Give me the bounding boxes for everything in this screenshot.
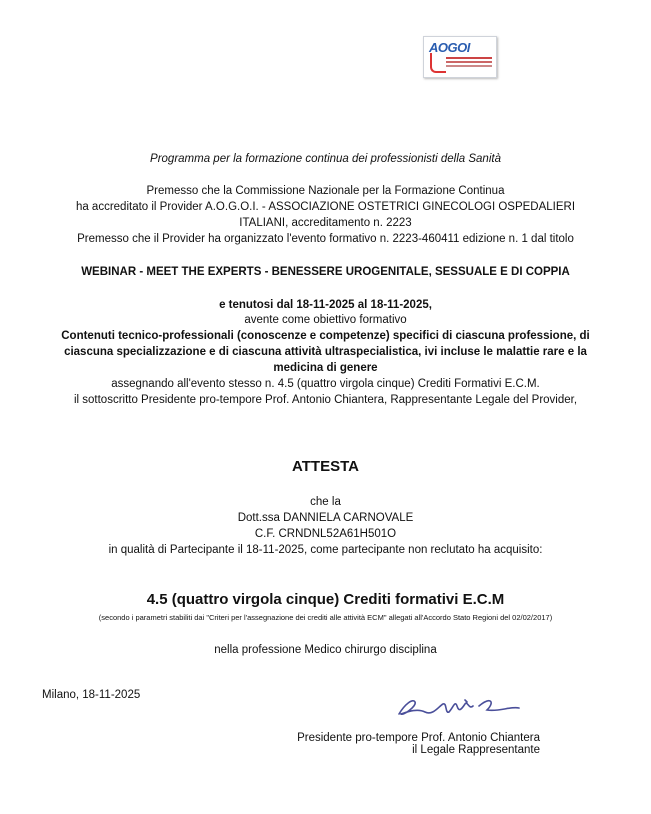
- objective-label: avente come obiettivo formativo: [244, 314, 407, 326]
- place-date: Milano, 18-11-2025: [42, 689, 141, 701]
- aogoi-logo: [423, 36, 497, 78]
- signatory-role: il Legale Rappresentante: [412, 744, 540, 756]
- logo-subtitle-line: [446, 65, 492, 67]
- recipient-fiscal-code: C.F. CRNDNL52A61H501O: [254, 528, 397, 540]
- program-title: Programma per la formazione continua dei professionisti della Sanità: [150, 153, 501, 165]
- intro-line: ha accreditato il Provider A.O.G.O.I. - ASSOCIAZIONE OSTETRICI GINECOLOGI OSPEDALIERI: [75, 201, 576, 213]
- logo-subtitle-line: [446, 57, 492, 59]
- credits-line: assegnando all'evento stesso n. 4.5 (quattro virgola cinque) Crediti Formativi E.C.M.: [111, 378, 540, 390]
- recipient-line: che la: [310, 496, 341, 508]
- objective-line: Contenuti tecnico-professionali (conoscenze e competenze) specifici di ciascuna professione, di: [61, 330, 590, 342]
- intro-line: Premesso che la Commissione Nazionale per la Formazione Continua: [146, 185, 505, 197]
- intro-line: ITALIANI, accreditamento n. 2223: [239, 217, 412, 229]
- event-dates: e tenutosi dal 18-11-2025 al 18-11-2025,: [219, 299, 432, 311]
- logo-subtitle-line: [446, 61, 492, 63]
- profession-line: nella professione Medico chirurgo disciplina: [214, 644, 437, 656]
- signatory-line: il sottoscritto Presidente pro-tempore Prof. Antonio Chiantera, Rappresentante Legale del Provider,: [73, 394, 578, 406]
- objective-line: medicina di genere: [273, 362, 378, 374]
- logo-text: AOGOI: [429, 40, 470, 55]
- signature-icon: [395, 690, 525, 724]
- objective-line: ciascuna specializzazione e di ciascuna attività ultraspecialistica, ivi incluse le malattie rare e la: [64, 346, 587, 358]
- credits-note: (secondo i parametri stabiliti dai "Criteri per l'assegnazione dei crediti alle attività ECM" allegati all'Accordo Stato Regioni del 02/02/2017): [98, 613, 553, 622]
- intro-line: Premesso che il Provider ha organizzato l'evento formativo n. 2223-460411 edizione n. 1 dal titolo: [77, 233, 574, 245]
- event-title: WEBINAR - MEET THE EXPERTS - BENESSERE UROGENITALE, SESSUALE E DI COPPIA: [81, 266, 570, 278]
- recipient-line: in qualità di Partecipante il 18-11-2025, come partecipante non reclutato ha acquisito:: [108, 544, 543, 556]
- attesta-heading: ATTESTA: [292, 458, 359, 475]
- signatory-title: Presidente pro-tempore Prof. Antonio Chiantera: [297, 732, 540, 744]
- recipient-name: Dott.ssa DANNIELA CARNOVALE: [237, 512, 414, 524]
- credits-awarded: 4.5 (quattro virgola cinque) Crediti formativi E.C.M: [146, 591, 505, 608]
- logo-arc-icon: [430, 53, 446, 73]
